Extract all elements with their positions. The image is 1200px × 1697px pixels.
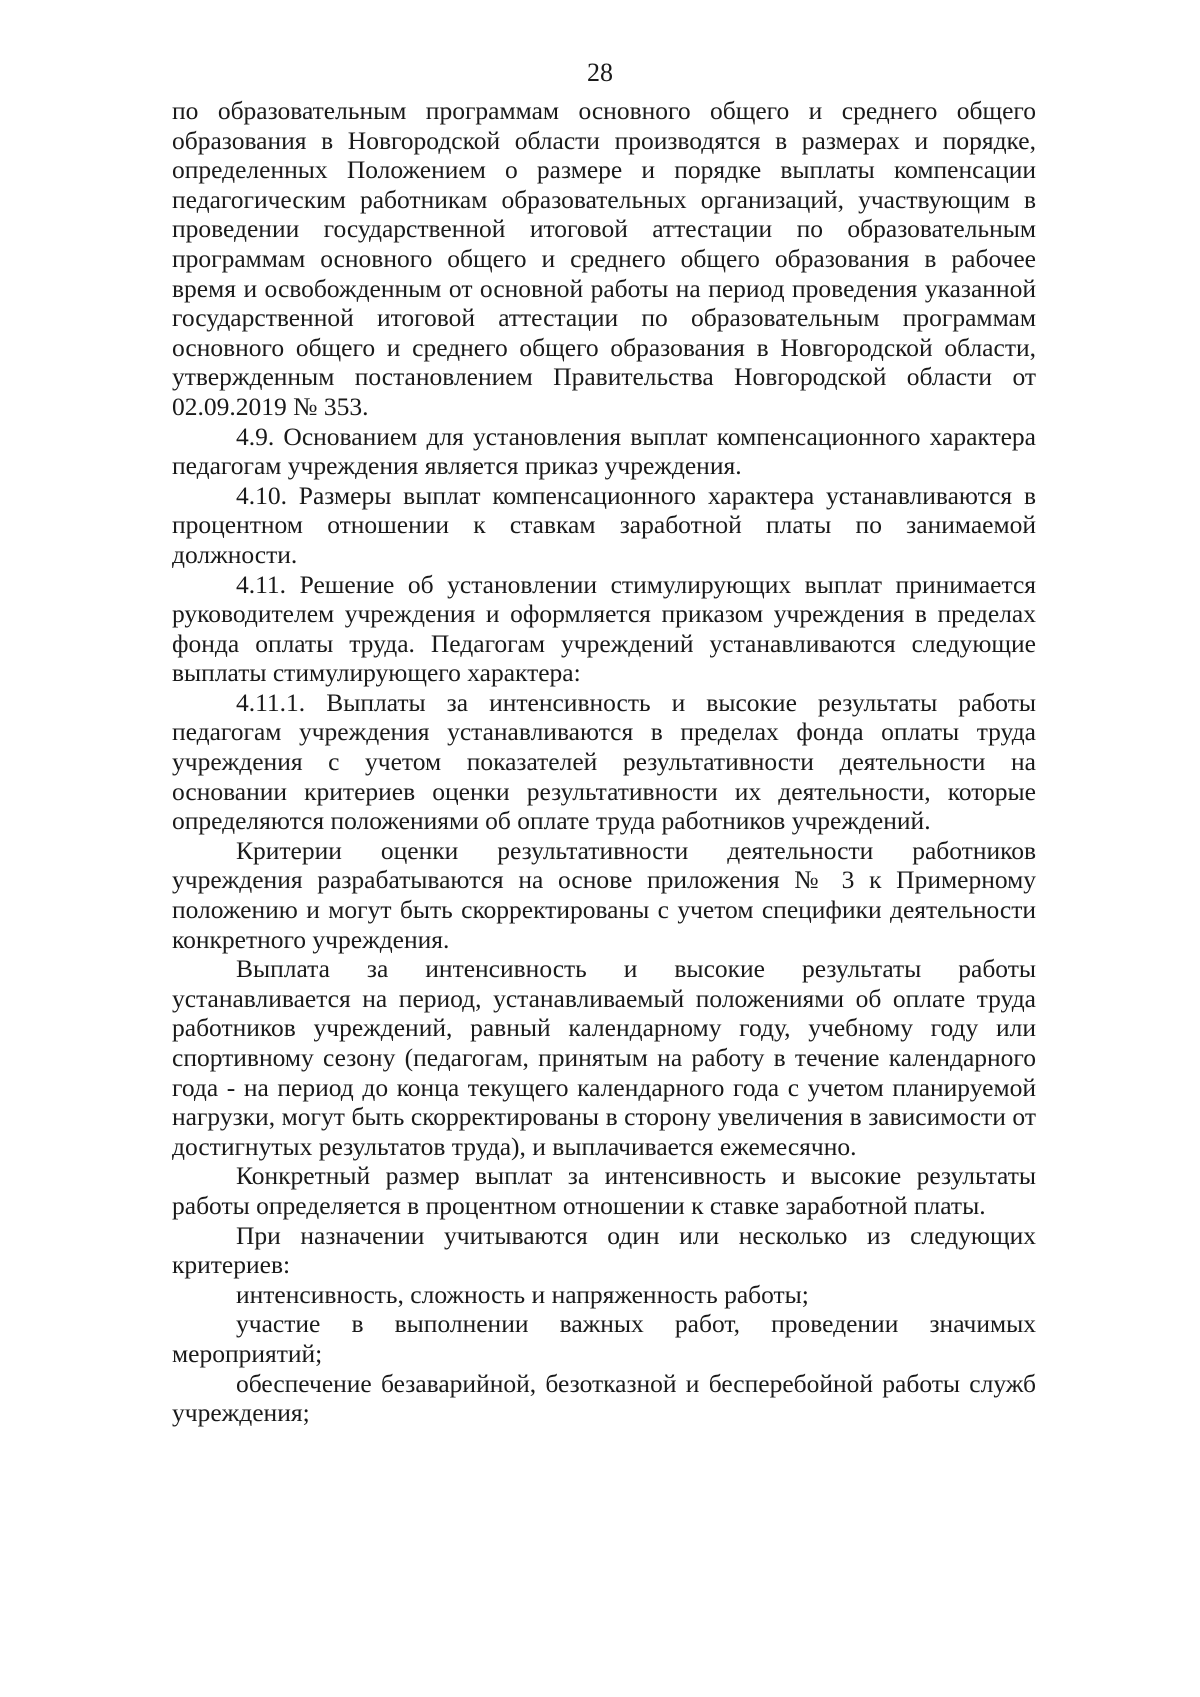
list-item: обеспечение безаварийной, безотказной и бесперебойной работы служб учреждения; <box>172 1368 1036 1428</box>
paragraph: Критерии оценки результативности деятельности работников учреждения разрабатываются на основе приложения № 3 к Примерному положению и могут быть скорректированы с учетом специфики деятельности конкретного учреждения. <box>172 835 1036 954</box>
paragraph: Выплата за интенсивность и высокие результаты работы устанавливается на период, устанавливаемый положениями об оплате труда работников учреждений, равный календарному году, учебному году или спортивному сезону (педагогам, принятым на работу в течение календарного года - на период до конца текущего календарного года с учетом планируемой нагрузки, могут быть скорректированы в сторону увеличения в зависимости от достигнутых результатов труда), и выплачивается ежемесячно. <box>172 954 1036 1161</box>
paragraph: по образовательным программам основного общего и среднего общего образования в Новгородской области производятся в размерах и порядке, определенных Положением о размере и порядке выплаты компенсации педагогическим работникам образовательных организаций, участвующим в проведении государственной итоговой аттестации по образовательным программам основного общего и среднего общего образования в рабочее время и освобожденным от основной работы на период проведения указанной государственной итоговой аттестации по образовательным программам основного общего и среднего общего образования в Новгородской области, утвержденным постановлением Правительства Новгородской области от 02.09.2019 № 353. <box>172 96 1036 421</box>
paragraph: 4.9. Основанием для установления выплат компенсационного характера педагогам учреждения является приказ учреждения. <box>172 421 1036 481</box>
paragraph: 4.10. Размеры выплат компенсационного характера устанавливаются в процентном отношении к ставкам заработной платы по занимаемой должности. <box>172 480 1036 569</box>
list-item: участие в выполнении важных работ, проведении значимых мероприятий; <box>172 1309 1036 1368</box>
paragraph: При назначении учитываются один или несколько из следующих критериев: <box>172 1220 1036 1280</box>
paragraph: Конкретный размер выплат за интенсивность и высокие результаты работы определяется в процентном отношении к ставке заработной платы. <box>172 1161 1036 1220</box>
list-item: интенсивность, сложность и напряженность работы; <box>236 1279 809 1309</box>
paragraph: 4.11.1. Выплаты за интенсивность и высокие результаты работы педагогам учреждения устанавливаются в пределах фонда оплаты труда учреждения с учетом показателей результативности деятельности на основании критериев оценки результативности их деятельности, которые определяются положениями об оплате труда работников учреждений. <box>172 687 1036 836</box>
paragraph: 4.11. Решение об установлении стимулирующих выплат принимается руководителем учреждения и оформляется приказом учреждения в пределах фонда оплаты труда. Педагогам учреждений устанавливаются следующие выплаты стимулирующего характера: <box>172 569 1036 688</box>
document-body <box>172 96 1036 1428</box>
page-number: 28 <box>587 58 613 87</box>
